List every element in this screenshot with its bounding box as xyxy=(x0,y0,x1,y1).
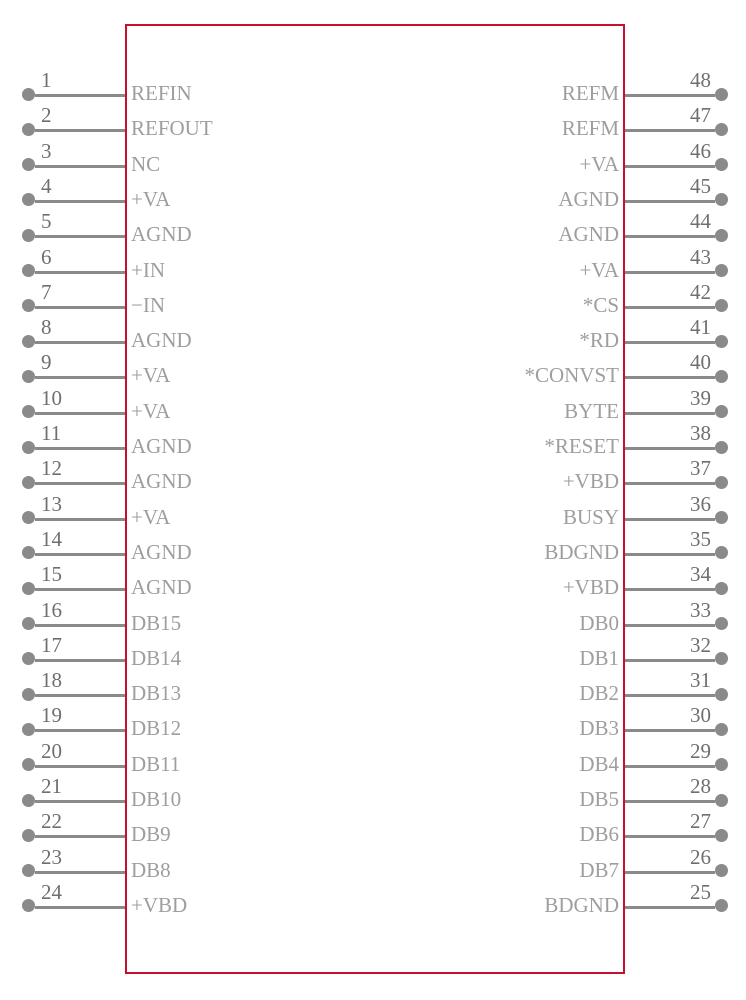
pin-number: 48 xyxy=(690,68,711,92)
pin-wire xyxy=(35,200,125,203)
pin-wire xyxy=(35,271,125,274)
pin-wire xyxy=(35,800,125,803)
pin-terminal-dot[interactable] xyxy=(715,829,728,842)
pin-wire xyxy=(35,624,125,627)
pin-number: 40 xyxy=(690,350,711,375)
pin-terminal-dot[interactable] xyxy=(22,123,35,136)
pin-terminal-dot[interactable] xyxy=(22,758,35,771)
pin-label: DB9 xyxy=(131,822,171,847)
pin-label: DB4 xyxy=(579,751,619,776)
pin-terminal-dot[interactable] xyxy=(22,794,35,807)
pin-wire xyxy=(625,376,715,379)
pin-number: 15 xyxy=(41,562,62,587)
pin-number: 23 xyxy=(41,844,62,869)
pin-label: +VBD xyxy=(562,469,619,494)
pin-terminal-dot[interactable] xyxy=(22,441,35,454)
pin-number: 2 xyxy=(41,103,52,128)
pin-wire xyxy=(625,835,715,838)
pin-label: BUSY xyxy=(562,504,619,529)
pin-label: *RD xyxy=(579,328,619,353)
pin-wire xyxy=(625,235,715,238)
pin-label: DB13 xyxy=(131,681,182,706)
pin-terminal-dot[interactable] xyxy=(715,546,728,559)
pin-number: 19 xyxy=(41,703,62,728)
pin-terminal-dot[interactable] xyxy=(22,723,35,736)
pin-number: 31 xyxy=(690,668,711,693)
pin-number: 20 xyxy=(41,738,62,763)
pin-wire xyxy=(35,165,125,168)
pin-wire xyxy=(625,306,715,309)
pin-wire xyxy=(625,659,715,662)
pin-label: *RESET xyxy=(544,434,619,458)
pin-wire xyxy=(35,694,125,697)
pin-wire xyxy=(35,588,125,591)
pin-wire xyxy=(625,765,715,768)
pin-label: NC xyxy=(131,151,161,176)
pin-number: 35 xyxy=(690,526,711,551)
pin-terminal-dot[interactable] xyxy=(715,299,728,312)
pin-terminal-dot[interactable] xyxy=(22,370,35,383)
pin-label: DB7 xyxy=(579,857,619,882)
pin-label: BDGND xyxy=(544,892,619,917)
pin-number: 37 xyxy=(690,456,711,481)
pin-label: AGND xyxy=(131,328,192,353)
pin-number: 24 xyxy=(41,879,62,904)
pin-wire xyxy=(625,624,715,627)
pin-number: 7 xyxy=(41,279,52,304)
pin-number: 44 xyxy=(690,209,711,234)
pin-label: DB10 xyxy=(131,787,182,811)
pin-terminal-dot[interactable] xyxy=(715,335,728,348)
pin-terminal-dot[interactable] xyxy=(715,652,728,665)
pin-terminal-dot[interactable] xyxy=(715,264,728,277)
pin-label: +VA xyxy=(131,398,171,423)
pin-label: DB2 xyxy=(579,681,619,706)
pin-terminal-dot[interactable] xyxy=(22,899,35,912)
pin-terminal-dot[interactable] xyxy=(22,193,35,206)
pin-terminal-dot[interactable] xyxy=(22,299,35,312)
pin-wire xyxy=(625,729,715,732)
pin-terminal-dot[interactable] xyxy=(715,864,728,877)
pin-label: +VA xyxy=(579,257,619,282)
pin-wire xyxy=(35,306,125,309)
pin-label: AGND xyxy=(558,222,619,247)
pin-label: AGND xyxy=(131,434,192,458)
pin-number: 12 xyxy=(41,456,62,481)
pin-number: 34 xyxy=(690,562,711,587)
pin-terminal-dot[interactable] xyxy=(715,123,728,136)
pin-number: 47 xyxy=(690,103,711,128)
pin-wire xyxy=(625,553,715,556)
pin-terminal-dot[interactable] xyxy=(715,370,728,383)
pin-wire xyxy=(625,447,715,450)
pin-wire xyxy=(625,588,715,591)
pin-number: 26 xyxy=(690,844,711,869)
pin-wire xyxy=(35,871,125,874)
pin-number: 45 xyxy=(690,173,711,198)
pin-wire xyxy=(625,165,715,168)
pin-number: 43 xyxy=(690,244,711,269)
pin-label: DB8 xyxy=(131,857,171,882)
pin-terminal-dot[interactable] xyxy=(715,794,728,807)
pin-label: −IN xyxy=(131,292,166,317)
pin-number: 11 xyxy=(41,421,62,445)
pin-terminal-dot[interactable] xyxy=(715,688,728,701)
pin-terminal-dot[interactable] xyxy=(715,88,728,101)
pin-wire xyxy=(625,800,715,803)
pin-terminal-dot[interactable] xyxy=(715,229,728,242)
pin-wire xyxy=(35,129,125,132)
pin-wire xyxy=(35,765,125,768)
pin-wire xyxy=(625,200,715,203)
pin-terminal-dot[interactable] xyxy=(22,476,35,489)
pin-label: AGND xyxy=(131,539,192,564)
pin-terminal-dot[interactable] xyxy=(715,511,728,524)
pin-terminal-dot[interactable] xyxy=(22,546,35,559)
pin-terminal-dot[interactable] xyxy=(715,158,728,171)
pin-wire xyxy=(35,447,125,450)
pin-wire xyxy=(35,412,125,415)
pin-label: AGND xyxy=(131,575,192,600)
pin-number: 21 xyxy=(41,774,62,798)
pin-label: AGND xyxy=(558,186,619,211)
pin-number: 9 xyxy=(41,350,52,375)
pin-number: 39 xyxy=(690,385,711,410)
pin-label: DB3 xyxy=(579,716,619,741)
pin-label: +IN xyxy=(131,257,166,282)
pin-wire xyxy=(35,659,125,662)
pin-wire xyxy=(625,906,715,909)
pin-wire xyxy=(625,482,715,485)
pin-number: 1 xyxy=(41,68,52,92)
pin-terminal-dot[interactable] xyxy=(715,582,728,595)
pin-number: 33 xyxy=(690,597,711,622)
pin-number: 10 xyxy=(41,385,62,410)
pin-label: REFIN xyxy=(131,81,192,105)
pin-label: *CS xyxy=(582,292,619,317)
pin-number: 13 xyxy=(41,491,62,516)
pin-label: REFM xyxy=(561,81,619,105)
pin-label: DB11 xyxy=(131,751,181,776)
pin-number: 17 xyxy=(41,632,62,657)
pin-number: 16 xyxy=(41,597,62,622)
pin-wire xyxy=(35,94,125,97)
pin-wire xyxy=(625,412,715,415)
pin-number: 30 xyxy=(690,703,711,728)
pin-terminal-dot[interactable] xyxy=(22,405,35,418)
pin-terminal-dot[interactable] xyxy=(715,193,728,206)
pin-terminal-dot[interactable] xyxy=(22,511,35,524)
pin-terminal-dot[interactable] xyxy=(22,158,35,171)
pin-label: BYTE xyxy=(564,398,619,423)
pin-wire xyxy=(35,518,125,521)
pin-wire xyxy=(625,518,715,521)
pin-label: *CONVST xyxy=(524,363,619,388)
pin-label: DB5 xyxy=(579,787,619,811)
pin-number: 36 xyxy=(690,491,711,516)
pin-terminal-dot[interactable] xyxy=(715,899,728,912)
pin-number: 6 xyxy=(41,244,52,269)
pin-terminal-dot[interactable] xyxy=(715,758,728,771)
pin-terminal-dot[interactable] xyxy=(715,723,728,736)
pin-terminal-dot[interactable] xyxy=(22,652,35,665)
pin-label: BDGND xyxy=(544,539,619,564)
pin-wire xyxy=(35,906,125,909)
pin-wire xyxy=(625,271,715,274)
pin-number: 5 xyxy=(41,209,52,234)
pin-number: 27 xyxy=(690,809,711,834)
pin-label: DB15 xyxy=(131,610,182,635)
pin-number: 29 xyxy=(690,738,711,763)
pin-label: DB1 xyxy=(579,645,619,670)
pin-wire xyxy=(625,871,715,874)
pin-label: DB12 xyxy=(131,716,182,741)
pin-label: AGND xyxy=(131,222,192,247)
pin-number: 14 xyxy=(41,526,62,551)
pin-terminal-dot[interactable] xyxy=(22,864,35,877)
pin-terminal-dot[interactable] xyxy=(22,688,35,701)
pin-terminal-dot[interactable] xyxy=(715,617,728,630)
pin-terminal-dot[interactable] xyxy=(715,405,728,418)
pin-number: 8 xyxy=(41,315,52,340)
pin-wire xyxy=(625,129,715,132)
pin-number: 41 xyxy=(690,315,711,340)
pin-label: +VA xyxy=(131,504,171,529)
pin-number: 38 xyxy=(690,421,711,445)
pin-terminal-dot[interactable] xyxy=(715,476,728,489)
pin-number: 28 xyxy=(690,774,711,798)
pin-number: 4 xyxy=(41,173,52,198)
pin-label: +VA xyxy=(131,363,171,388)
pin-number: 32 xyxy=(690,632,711,657)
pin-terminal-dot[interactable] xyxy=(22,335,35,348)
pin-label: AGND xyxy=(131,469,192,494)
pin-label: DB6 xyxy=(579,822,619,847)
pin-label: +VA xyxy=(131,186,171,211)
pin-wire xyxy=(35,341,125,344)
pin-label: REFOUT xyxy=(131,116,213,141)
pin-label: +VBD xyxy=(562,575,619,600)
pin-wire xyxy=(35,729,125,732)
pin-label: REFM xyxy=(561,116,619,141)
pin-wire xyxy=(625,694,715,697)
pin-label: DB0 xyxy=(579,610,619,635)
pin-number: 3 xyxy=(41,138,52,163)
pin-wire xyxy=(625,94,715,97)
pin-label: +VA xyxy=(579,151,619,176)
pin-terminal-dot[interactable] xyxy=(22,264,35,277)
pin-terminal-dot[interactable] xyxy=(22,229,35,242)
pin-wire xyxy=(35,482,125,485)
pin-number: 46 xyxy=(690,138,711,163)
pin-wire xyxy=(35,835,125,838)
pin-number: 18 xyxy=(41,668,62,693)
pin-label: DB14 xyxy=(131,645,182,670)
pin-terminal-dot[interactable] xyxy=(22,829,35,842)
pin-wire xyxy=(625,341,715,344)
pin-wire xyxy=(35,553,125,556)
pin-wire xyxy=(35,235,125,238)
pin-terminal-dot[interactable] xyxy=(22,88,35,101)
pin-terminal-dot[interactable] xyxy=(22,582,35,595)
pin-label: +VBD xyxy=(131,892,188,917)
pin-number: 42 xyxy=(690,279,711,304)
pin-number: 22 xyxy=(41,809,62,834)
pin-terminal-dot[interactable] xyxy=(715,441,728,454)
pin-number: 25 xyxy=(690,879,711,904)
pin-terminal-dot[interactable] xyxy=(22,617,35,630)
pin-wire xyxy=(35,376,125,379)
